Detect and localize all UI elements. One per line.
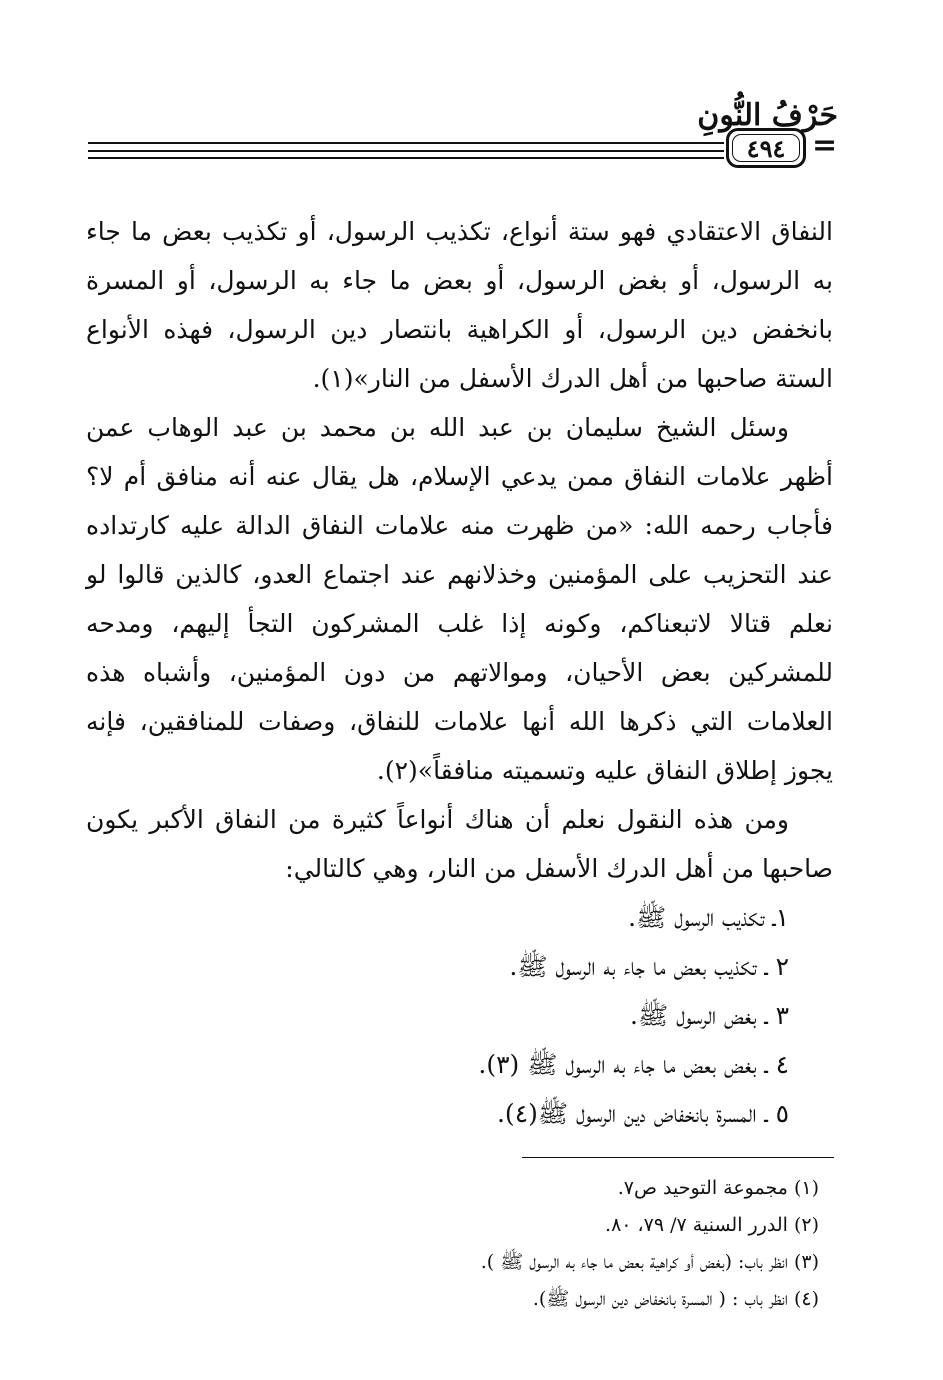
page-number xyxy=(726,128,806,168)
footnotes xyxy=(86,1170,831,1318)
footnote-4: (٤) انظر باب : ( المسرة بانخفاض دين الرسول ﷺ). xyxy=(532,1288,819,1310)
header-marker: = xyxy=(812,128,838,163)
paragraph-2: وسئل الشيخ سليمان بن عبد الله بن محمد بن عبد الوهاب عمن أظهر علامات النفاق ممن يدعي الإسلام، هل يقال عنه أنه منافق أم لا؟ فأجاب رحمه الله: «من ظهرت منه علامات النفاق الدالة عليه كارتداده عند التحزيب على المؤمنين وخذلانهم عند اجتماع العدو، كالذين قالوا لو نعلم قتالا لاتبعناكم، وكونه إذا غلب المشركون التجأ إليهم، ومدحه للمشركين بعض الأحيان، وموالاتهم من دون المؤمنين، وأشباه هذه العلامات التي ذكرها الله أنها علامات للنفاق، وصفات للمنافقين، فإنه يجوز إطلاق النفاق عليه وتسميته منافقاً»(٢). xyxy=(86,413,833,785)
list-item: ١ـ تكذيب الرسول ﷺ. xyxy=(628,903,789,932)
page-number-text: ٤٩٤ xyxy=(746,133,786,163)
footnote-separator xyxy=(522,1157,834,1158)
list-item: ٣ ـ بغض الرسول ﷺ. xyxy=(630,1001,789,1030)
paragraph-1: النفاق الاعتقادي فهو ستة أنواع، تكذيب الرسول، أو تكذيب بعض ما جاء به الرسول، أو بغض الرسول، أو بعض ما جاء به الرسول، أو المسرة بانخفض دين الرسول، أو الكراهية بانتصار دين الرسول، فهذه الأنواع الستة صاحبها من أهل الدرك الأسفل من النار»(١). xyxy=(86,217,833,393)
nifaq-types-list xyxy=(86,893,833,1138)
footnote-1: (١) مجموعة التوحيد ص٧. xyxy=(617,1177,819,1199)
header-rule xyxy=(88,157,724,159)
header-rule xyxy=(88,150,724,152)
list-item: ٥ ـ المسرة بانخفاض دين الرسول ﷺ(٤). xyxy=(496,1099,789,1128)
list-item: ٤ ـ بغض بعض ما جاء به الرسول ﷺ (٣). xyxy=(478,1050,789,1079)
footnote-3: (٣) انظر باب: (بغض أو كراهية بعض ما جاء به الرسول ﷺ ). xyxy=(480,1251,819,1273)
paragraph-3: ومن هذه النقول نعلم أن هناك أنواعاً كثيرة من النفاق الأكبر يكون صاحبها من أهل الدرك الأسفل من النار، وهي كالتالي: xyxy=(86,805,833,883)
body-text xyxy=(86,207,833,1138)
header-rule xyxy=(88,142,724,144)
list-item: ٢ ـ تكذيب بعض ما جاء به الرسول ﷺ. xyxy=(509,952,789,981)
chapter-title: حَرْفُ النُّونِ xyxy=(697,98,838,133)
footnote-2: (٢) الدرر السنية ٧/ ٧٩، ٨٠. xyxy=(605,1214,819,1236)
